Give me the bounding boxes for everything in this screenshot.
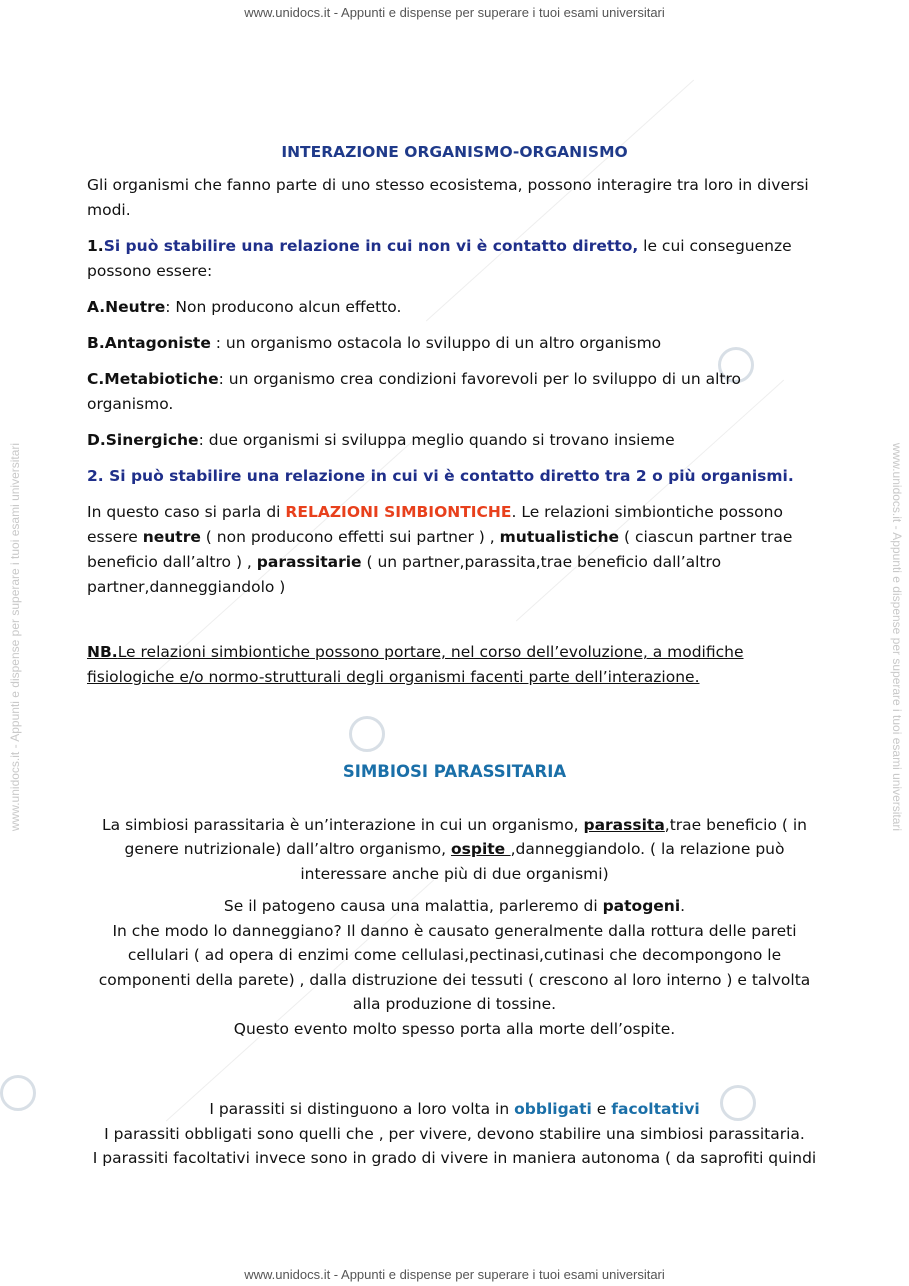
item-text: : un organismo ostacola lo sviluppo di un altro organismo: [210, 334, 662, 352]
item-rest: le cui conseguenze possono essere:: [87, 237, 792, 280]
unidocs-logo-icon: [0, 1075, 36, 1111]
unidocs-logo-icon: [349, 716, 385, 752]
text-run: e: [591, 1100, 612, 1118]
term-patogeni: patogeni: [602, 897, 681, 915]
header-watermark: www.unidocs.it - Appunti e dispense per superare i tuoi esami universitari: [244, 5, 665, 20]
item-label: A.Neutre: [87, 298, 166, 316]
section-interazione: [87, 140, 822, 701]
term-parassitarie: parassitarie: [256, 553, 362, 571]
term-facoltativi: facoltativi: [611, 1100, 700, 1118]
section-title: INTERAZIONE ORGANISMO-ORGANISMO: [281, 143, 628, 161]
text-run: ( non producono effetti sui partner ) ,: [200, 528, 500, 546]
list-item-b: [87, 331, 822, 356]
list-item-2: 2. Si può stabilire una relazione in cui vi è contatto diretto tra 2 o più organismi.: [87, 467, 794, 485]
list-item-1: [87, 234, 822, 284]
text-run: ,danneggiandolo. ( la relazione può interessare anche più di due organismi): [300, 840, 785, 883]
text-run: I parassiti si distinguono a loro volta in: [209, 1100, 515, 1118]
text-run: ( un partner,parassita,trae beneficio dall’altro partner,danneggiandolo ): [87, 553, 722, 596]
text-run: . Le relazioni simbiontiche possono essere: [87, 503, 783, 546]
item-label: C.Metabiotiche: [87, 370, 219, 388]
list-item-a: [87, 295, 822, 320]
nb-note: [87, 640, 822, 690]
highlight-term: RELAZIONI SIMBIONTICHE: [285, 503, 512, 521]
parasite-types-line: [87, 1097, 822, 1122]
facultative-line: I parassiti facoltativi invece sono in grado di vivere in maniera autonoma ( da saprofiti quindi: [92, 1149, 817, 1167]
pathogen-line: [87, 894, 822, 919]
nb-text: Le relazioni simbiontiche possono portare, nel corso dell’evoluzione, a modifiche fisiologiche e/o normo-strutturali degli organismi facenti parte dell’interazione.: [87, 643, 744, 686]
list-item-c: [87, 367, 822, 417]
text-run: Se il patogeno causa una malattia, parleremo di: [223, 897, 603, 915]
symbiotic-paragraph: [87, 500, 822, 600]
text-run: .: [680, 897, 686, 915]
section-simbiosi: [87, 760, 822, 1041]
section-parassiti: [87, 1097, 822, 1171]
term-neutre: neutre: [142, 528, 201, 546]
intro-paragraph: Gli organismi che fanno parte di uno stesso ecosistema, possono interagire tra loro in diversi modi.: [87, 176, 809, 219]
term-obbligati: obbligati: [514, 1100, 592, 1118]
item-lead: Si può stabilire una relazione in cui non vi è contatto diretto,: [103, 237, 639, 255]
item-text: : un organismo crea condizioni favorevoli per lo sviluppo di un altro organismo.: [87, 370, 742, 413]
item-text: : due organismi si sviluppa meglio quando si trovano insieme: [198, 431, 675, 449]
text-run: In questo caso si parla di: [87, 503, 286, 521]
definition-paragraph: [87, 813, 822, 887]
nb-label: NB.: [87, 643, 118, 661]
item-label: D.Sinergiche: [87, 431, 199, 449]
item-text: : Non producono alcun effetto.: [165, 298, 402, 316]
section-title: SIMBIOSI PARASSITARIA: [342, 762, 567, 781]
item-label: B.Antagoniste: [87, 334, 211, 352]
term-mutualistiche: mutualistiche: [499, 528, 620, 546]
death-line: Questo evento molto spesso porta alla morte dell’ospite.: [233, 1019, 676, 1038]
footer-watermark: www.unidocs.it - Appunti e dispense per superare i tuoi esami universitari: [244, 1267, 665, 1282]
text-run: ( ciascun partner trae beneficio dall’altro ) ,: [87, 528, 793, 571]
list-item-d: [87, 428, 822, 453]
obligate-line: I parassiti obbligati sono quelli che , per vivere, devono stabilire una simbiosi parassitaria.: [104, 1124, 805, 1143]
term-ospite: ospite: [450, 840, 511, 858]
term-parassita: parassita: [583, 815, 665, 834]
right-side-watermark: www.unidocs.it - Appunti e dispense per superare i tuoi esami universitari: [890, 442, 904, 832]
text-run: ,trae beneficio ( in genere nutrizionale) dall’altro organismo,: [124, 815, 807, 858]
left-side-watermark: www.unidocs.it - Appunti e dispense per superare i tuoi esami universitari: [8, 442, 22, 832]
text-run: La simbiosi parassitaria è un’interazione in cui un organismo,: [102, 815, 584, 834]
item-number: 1.: [87, 237, 104, 255]
damage-paragraph: In che modo lo danneggiano? Il danno è causato generalmente dalla rottura delle pareti cellulari ( ad opera di enzimi come cellulasi,pectinasi,cutinasi che decompongono le componenti della parete) , dalla distruzione dei tessuti ( crescono al loro interno ) e talvolta alla produzione di tossine.: [98, 921, 811, 1013]
